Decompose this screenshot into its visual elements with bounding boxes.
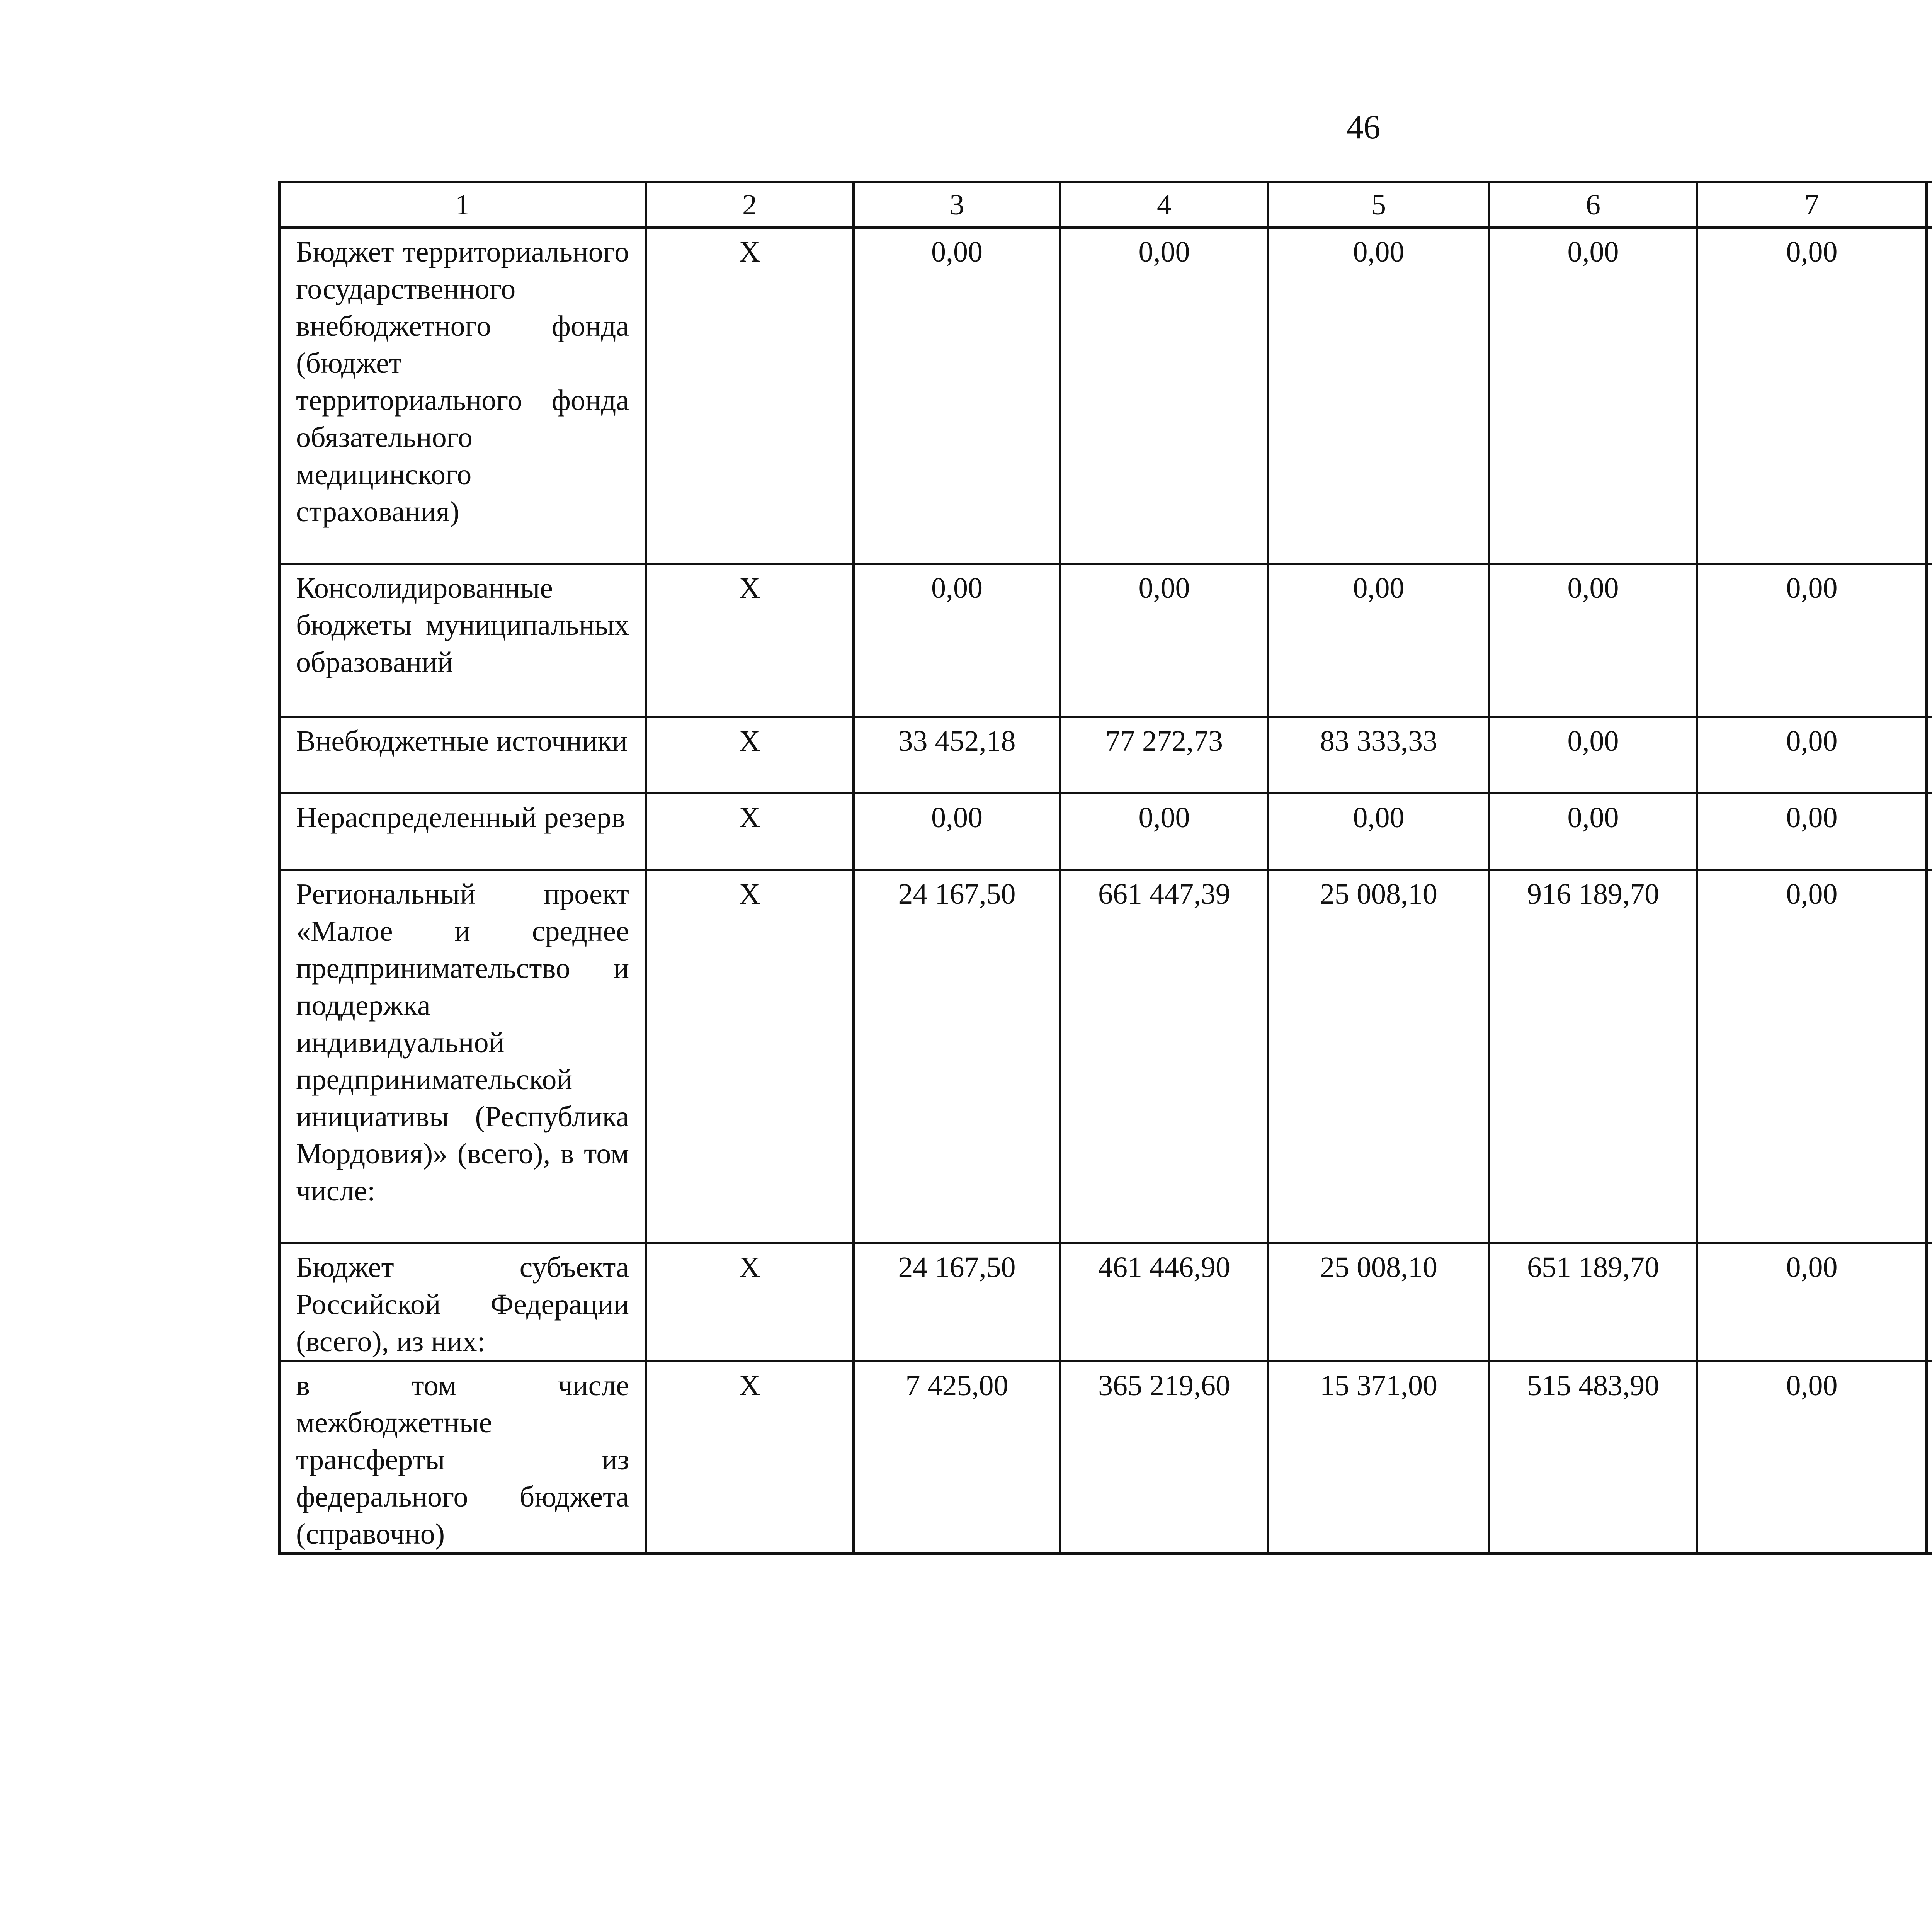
table-cell — [1927, 1243, 1932, 1361]
table-cell: 0,00 — [1697, 1243, 1927, 1361]
column-header-6: 6 — [1489, 182, 1697, 228]
table-cell: 15 371,00 — [1268, 1361, 1489, 1554]
column-header-8 — [1927, 182, 1932, 228]
header-row — [279, 182, 1932, 228]
column-header-2: 2 — [646, 182, 854, 228]
column-header-4: 4 — [1060, 182, 1268, 228]
table-cell: 7 425,00 — [854, 1361, 1060, 1554]
table-cell — [1927, 717, 1932, 793]
table-cell — [1927, 1361, 1932, 1554]
table-cell: 365 219,60 — [1060, 1361, 1268, 1554]
table-cell: 0,00 — [1697, 870, 1927, 1243]
row-label: Бюджет территориального государственного внебюджетного фонда (бюджет территориального фонда обязательного медицинского страхования) — [279, 228, 646, 564]
budget-table — [278, 181, 1932, 1555]
table-cell: 0,00 — [1489, 717, 1697, 793]
table-cell: X — [646, 1361, 854, 1554]
table-cell: X — [646, 228, 854, 564]
table-cell: 916 189,70 — [1489, 870, 1697, 1243]
column-header-1: 1 — [279, 182, 646, 228]
table-cell: X — [646, 870, 854, 1243]
table-cell — [1927, 564, 1932, 717]
table-cell: X — [646, 564, 854, 717]
page-number: 46 — [1346, 109, 1381, 146]
table-cell: 651 189,70 — [1489, 1243, 1697, 1361]
table-cell: 661 447,39 — [1060, 870, 1268, 1243]
table-cell: 0,00 — [1489, 793, 1697, 870]
table-row — [279, 717, 1932, 793]
table-cell: X — [646, 1243, 854, 1361]
table-cell: 515 483,90 — [1489, 1361, 1697, 1554]
table-cell: 33 452,18 — [854, 717, 1060, 793]
table-cell: 0,00 — [1060, 564, 1268, 717]
table-row — [279, 1243, 1932, 1361]
table-cell: 0,00 — [854, 228, 1060, 564]
table-cell: 24 167,50 — [854, 870, 1060, 1243]
column-header-5: 5 — [1268, 182, 1489, 228]
table-cell: 0,00 — [1489, 228, 1697, 564]
table-row — [279, 1361, 1932, 1554]
table-cell: 25 008,10 — [1268, 1243, 1489, 1361]
table-row — [279, 793, 1932, 870]
table-cell: 0,00 — [854, 564, 1060, 717]
table-cell: 461 446,90 — [1060, 1243, 1268, 1361]
row-label: Региональный проект «Малое и среднее предпринимательство и поддержка индивидуальной предпринимательской инициативы (Республика Мордовия)» (всего), в том числе: — [279, 870, 646, 1243]
table-cell: 0,00 — [854, 793, 1060, 870]
table-cell: 77 272,73 — [1060, 717, 1268, 793]
table-cell: 0,00 — [1697, 793, 1927, 870]
table-cell: X — [646, 793, 854, 870]
row-label: Бюджет субъекта Российской Федерации (всего), из них: — [279, 1243, 646, 1361]
column-header-3: 3 — [854, 182, 1060, 228]
table-row — [279, 228, 1932, 564]
table-cell: X — [646, 717, 854, 793]
table-cell: 25 008,10 — [1268, 870, 1489, 1243]
table-cell: 0,00 — [1060, 228, 1268, 564]
table-cell: 83 333,33 — [1268, 717, 1489, 793]
row-label: Консолидированные бюджеты муниципальных образований — [279, 564, 646, 717]
budget-table-container — [278, 181, 1932, 1555]
table-cell: 0,00 — [1268, 793, 1489, 870]
table-cell — [1927, 793, 1932, 870]
row-label: Внебюджетные источники — [279, 717, 646, 793]
table-cell: 0,00 — [1697, 1361, 1927, 1554]
table-row — [279, 564, 1932, 717]
table-cell — [1927, 870, 1932, 1243]
table-cell: 0,00 — [1268, 564, 1489, 717]
table-cell: 0,00 — [1697, 717, 1927, 793]
table-cell: 0,00 — [1268, 228, 1489, 564]
table-cell: 24 167,50 — [854, 1243, 1060, 1361]
row-label: в том числе межбюджетные трансферты из федерального бюджета (справочно) — [279, 1361, 646, 1554]
row-label: Нераспределенный резерв — [279, 793, 646, 870]
table-cell: 0,00 — [1489, 564, 1697, 717]
column-header-7: 7 — [1697, 182, 1927, 228]
table-cell: 0,00 — [1697, 564, 1927, 717]
table-cell: 0,00 — [1060, 793, 1268, 870]
table-cell: 0,00 — [1697, 228, 1927, 564]
table-row — [279, 870, 1932, 1243]
table-cell — [1927, 228, 1932, 564]
